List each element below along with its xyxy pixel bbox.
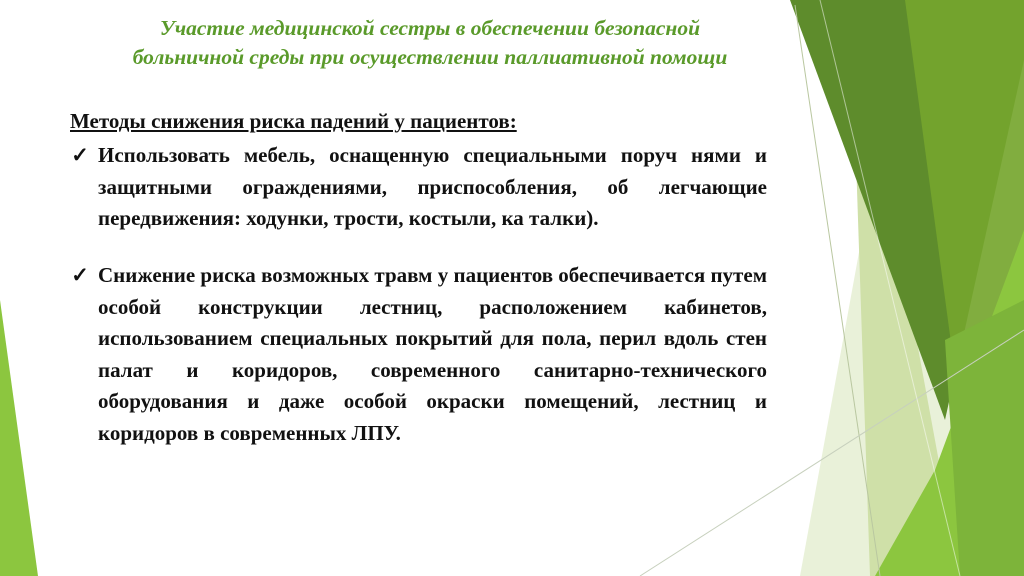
- bullet-item: [70, 260, 767, 450]
- bullet-item: [70, 140, 767, 235]
- slide-title: [50, 14, 810, 72]
- checkmark-icon: ✓: [71, 143, 89, 167]
- slide-title-line-2: больничной среды при осуществлении паллиативной помощи: [132, 45, 728, 69]
- slide-title-line-1: Участие медицинской сестры в обеспечении безопасной: [159, 16, 701, 40]
- bullet-text: Использовать мебель, оснащенную специальными поруч нями и защитными ограждениями, приспособления, об легчающие передвижения: ходунки, трости, костыли, ка талки).: [98, 143, 767, 231]
- section-heading: Методы снижения риска падений у пациентов:: [70, 109, 517, 133]
- checkmark-icon: ✓: [71, 263, 89, 287]
- left-green-triangle: [0, 300, 38, 576]
- bullet-text: Снижение риска возможных травм у пациентов обеспечивается путем особой конструкции лестниц, расположением кабинетов, использованием специальных покрытий для пола, перил вдоль стен палат и коридоров, современного санитарно-технического оборудования и даже особой окраски помещений, лестниц и коридоров в современных ЛПУ.: [98, 263, 767, 445]
